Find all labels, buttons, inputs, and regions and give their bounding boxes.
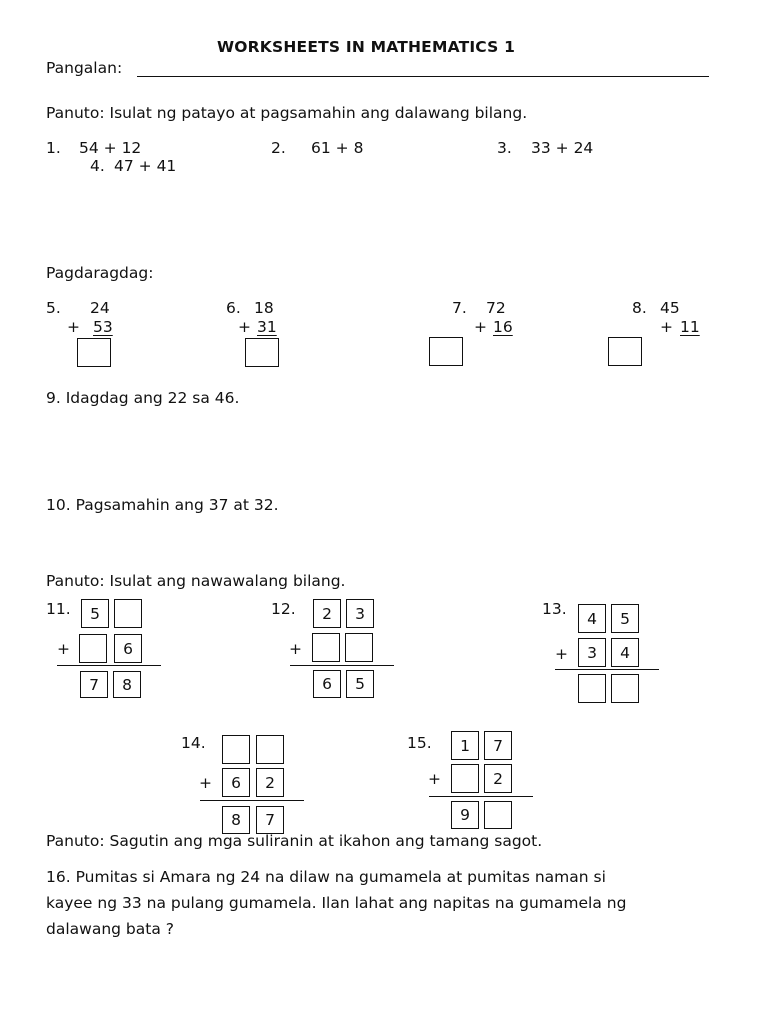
item-8-top: 45: [660, 299, 680, 317]
item-13-number: 13.: [542, 600, 567, 618]
item-11-sum-line: [57, 665, 161, 666]
item-5-bottom: 53: [93, 318, 113, 336]
item-12-sum-line: [290, 665, 394, 666]
item-11-mid-ones[interactable]: 6: [114, 634, 142, 663]
item-11-top-ones[interactable]: [114, 599, 142, 628]
item-6-bottom: 31: [257, 318, 277, 336]
item-12-ans-ones[interactable]: 5: [346, 670, 374, 698]
item-3-number: 3.: [497, 139, 512, 157]
problem-16-line-2: kayee ng 33 na pulang gumamela. Ilan lahat ang napitas na gumamela ng: [46, 894, 627, 912]
item-1-expression: 54 + 12: [79, 139, 142, 157]
item-3-expression: 33 + 24: [531, 139, 594, 157]
item-15-top-tens[interactable]: 1: [451, 731, 479, 760]
item-13-ans-ones[interactable]: [611, 674, 639, 703]
item-8-answer-box[interactable]: [608, 337, 642, 366]
item-11-plus: +: [57, 640, 70, 658]
item-14-sum-line: [200, 800, 304, 801]
item-6-top: 18: [254, 299, 274, 317]
item-7-answer-box[interactable]: [429, 337, 463, 366]
item-12-mid-ones[interactable]: [345, 633, 373, 662]
item-15-mid-ones[interactable]: 2: [484, 764, 512, 793]
item-15-ans-tens[interactable]: 9: [451, 801, 479, 829]
item-6-answer-box[interactable]: [245, 338, 279, 367]
item-15-plus: +: [428, 770, 441, 788]
item-13-top-ones[interactable]: 5: [611, 604, 639, 633]
section1-instruction: Panuto: Isulat ng patayo at pagsamahin ang dalawang bilang.: [46, 104, 528, 122]
item-14-ans-ones[interactable]: 7: [256, 806, 284, 834]
item-15-number: 15.: [407, 734, 432, 752]
section4-instruction: Panuto: Sagutin ang mga suliranin at ikahon ang tamang sagot.: [46, 832, 543, 850]
item-10-text: 10. Pagsamahin ang 37 at 32.: [46, 496, 279, 514]
problem-16-line-1: 16. Pumitas si Amara ng 24 na dilaw na gumamela at pumitas naman si: [46, 868, 606, 886]
item-13-sum-line: [555, 669, 659, 670]
section3-instruction: Panuto: Isulat ang nawawalang bilang.: [46, 572, 346, 590]
item-7-bottom: 16: [493, 318, 513, 336]
item-14-mid-tens[interactable]: 6: [222, 768, 250, 797]
item-5-answer-box[interactable]: [77, 338, 111, 367]
item-13-ans-tens[interactable]: [578, 674, 606, 703]
page-title: WORKSHEETS IN MATHEMATICS 1: [217, 38, 516, 56]
item-14-mid-ones[interactable]: 2: [256, 768, 284, 797]
item-11-number: 11.: [46, 600, 71, 618]
item-15-mid-tens[interactable]: [451, 764, 479, 793]
item-14-plus: +: [199, 774, 212, 792]
item-13-plus: +: [555, 645, 568, 663]
item-12-top-tens[interactable]: 2: [313, 599, 341, 628]
item-13-mid-ones[interactable]: 4: [611, 638, 639, 667]
item-12-top-ones[interactable]: 3: [346, 599, 374, 628]
item-2-number: 2.: [271, 139, 286, 157]
item-1-number: 1.: [46, 139, 61, 157]
item-7-operator: +: [474, 318, 487, 336]
item-11-top-tens[interactable]: 5: [81, 599, 109, 628]
item-7-number: 7.: [452, 299, 467, 317]
name-input-line[interactable]: [137, 76, 709, 77]
item-7-top: 72: [486, 299, 506, 317]
name-label: Pangalan:: [46, 59, 123, 77]
item-6-operator: +: [238, 318, 251, 336]
item-13-top-tens[interactable]: 4: [578, 604, 606, 633]
item-15-ans-ones[interactable]: [484, 801, 512, 829]
item-13-mid-tens[interactable]: 3: [578, 638, 606, 667]
item-15-sum-line: [429, 796, 533, 797]
section2-heading: Pagdaragdag:: [46, 264, 154, 282]
item-11-ans-ones[interactable]: 8: [113, 671, 141, 698]
item-5-operator: +: [67, 318, 80, 336]
item-4-expression: 47 + 41: [114, 157, 177, 175]
item-6-number: 6.: [226, 299, 241, 317]
item-14-top-tens[interactable]: [222, 735, 250, 764]
item-5-number: 5.: [46, 299, 61, 317]
item-12-mid-tens[interactable]: [312, 633, 340, 662]
item-8-bottom: 11: [680, 318, 700, 336]
item-14-ans-tens[interactable]: 8: [222, 806, 250, 834]
item-8-number: 8.: [632, 299, 647, 317]
item-2-expression: 61 + 8: [311, 139, 364, 157]
problem-16-line-3: dalawang bata ?: [46, 920, 174, 938]
item-5-top: 24: [90, 299, 110, 317]
item-12-ans-tens[interactable]: 6: [313, 670, 341, 698]
item-11-mid-tens[interactable]: [79, 634, 107, 663]
item-9-text: 9. Idagdag ang 22 sa 46.: [46, 389, 240, 407]
item-15-top-ones[interactable]: 7: [484, 731, 512, 760]
item-12-plus: +: [289, 640, 302, 658]
item-14-top-ones[interactable]: [256, 735, 284, 764]
item-8-operator: +: [660, 318, 673, 336]
item-11-ans-tens[interactable]: 7: [80, 671, 108, 698]
item-4-number: 4.: [90, 157, 105, 175]
item-14-number: 14.: [181, 734, 206, 752]
item-12-number: 12.: [271, 600, 296, 618]
